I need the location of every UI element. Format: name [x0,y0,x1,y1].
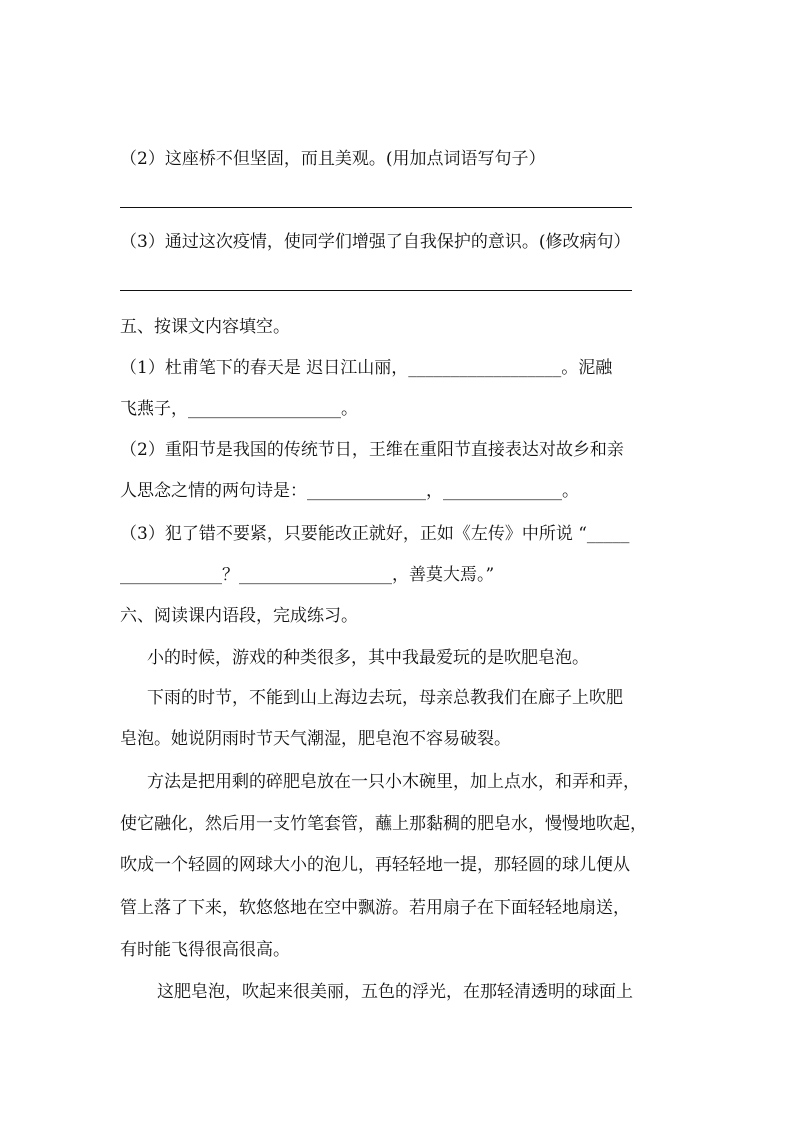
passage-paragraph-2-line-1: 下雨的时节，不能到山上海边去玩，母亲总教我们在廊子上吹肥 [147,688,623,708]
passage-paragraph-3-line-1: 方法是把用剩的碎肥皂放在一只小木碗里，加上点水，和弄和弄， [147,772,640,792]
passage-paragraph-1: 小的时候，游戏的种类很多，其中我最爱玩的是吹肥皂泡。 [147,648,589,668]
section-5-heading: 五、按课文内容填空。 [120,317,290,337]
passage-paragraph-4-line-1: 这肥皂泡，吹起来很美丽，五色的浮光，在那轻清透明的球面上 [157,982,633,1002]
fill-blank-2-line-1: （2）重阳节是我国的传统节日，王维在重阳节直接表达对故乡和亲 [120,440,624,460]
fill-blank-3-line-1: （3）犯了错不要紧，只要能改正就好，正如《左传》中所说 “_____ [120,524,630,544]
question-2-text: （2）这座桥不但坚固，而且美观。(用加点词语写句子） [120,149,546,169]
answer-line-2[interactable] [120,207,632,208]
answer-line-3[interactable] [120,290,632,291]
passage-paragraph-3-line-5: 有时能飞得很高很高。 [120,940,290,960]
passage-paragraph-3-line-4: 管上落了下来，软悠悠地在空中飘游。若用扇子在下面轻轻地扇送， [120,898,630,918]
fill-blank-1-line-2: 飞燕子，__________________。 [120,399,358,419]
fill-blank-2-line-2: 人思念之情的两句诗是：______________，______________。 [120,481,579,501]
section-6-heading: 六、阅读课内语段，完成练习。 [120,606,358,626]
passage-paragraph-3-line-2: 使它融化，然后用一支竹笔套管，蘸上那黏稠的肥皂水，慢慢地吹起， [120,814,647,834]
fill-blank-3-line-2: ____________？__________________，善莫大焉。” [120,565,495,585]
passage-paragraph-2-line-2: 皂泡。她说阴雨时节天气潮湿，肥皂泡不容易破裂。 [120,729,511,749]
passage-paragraph-3-line-3: 吹成一个轻圆的网球大小的泡儿，再轻轻地一提，那轻圆的球儿便从 [120,855,630,875]
question-3-text: （3）通过这次疫情，使同学们增强了自我保护的意识。(修改病句） [120,232,631,252]
fill-blank-1-line-1: （1）杜甫笔下的春天是 迟日江山丽，__________________。泥融 [120,358,613,378]
